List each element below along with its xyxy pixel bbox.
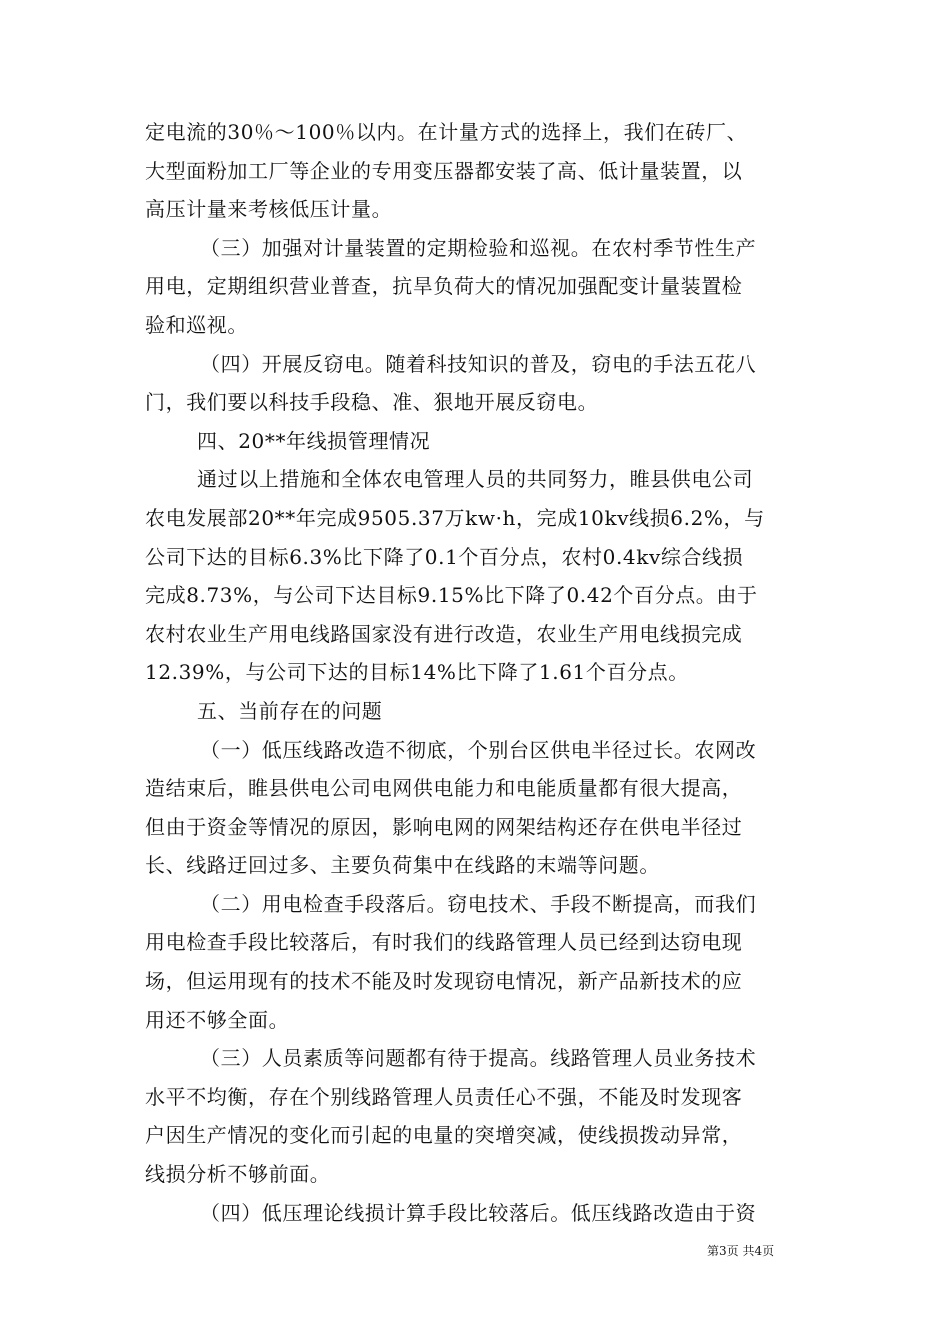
text-line: 验和巡视。: [145, 312, 248, 337]
text-line: 场，但运用现有的技术不能及时发现窃电情况，新产品新技术的应: [145, 969, 743, 994]
text-line: （四）低压理论线损计算手段比较落后。低压线路改造由于资: [200, 1200, 757, 1225]
text-line: 用电检查手段比较落后，有时我们的线路管理人员已经到达窃电现: [145, 930, 743, 955]
text-line: 用还不够全面。: [145, 1007, 290, 1032]
section-heading: 四、20**年线损管理情况: [197, 428, 431, 453]
text-line: 公司下达的目标6.3%比下降了0.1个百分点，农村0.4kv综合线损: [145, 544, 744, 569]
text-line: 门，我们要以科技手段稳、准、狠地开展反窃电。: [145, 390, 599, 415]
text-line: （三）人员素质等问题都有待于提高。线路管理人员业务技术: [200, 1046, 757, 1071]
section-heading: 五、当前存在的问题: [197, 698, 383, 723]
text-line: 用电，定期组织营业普查，抗旱负荷大的情况加强配变计量装置检: [145, 274, 743, 299]
text-line: （四）开展反窃电。随着科技知识的普及，窃电的手法五花八: [200, 351, 757, 376]
document-body: [145, 113, 810, 1232]
text-line: （三）加强对计量装置的定期检验和巡视。在农村季节性生产: [200, 235, 757, 260]
text-line: 户因生产情况的变化而引起的电量的突增突减，使线损拨动异常，: [145, 1123, 743, 1148]
text-line: 大型面粉加工厂等企业的专用变压器都安装了高、低计量装置，以: [145, 158, 743, 183]
text-line: （二）用电检查手段落后。窃电技术、手段不断提高，而我们: [200, 891, 757, 916]
text-line: 定电流的30％～100％以内。在计量方式的选择上，我们在砖厂、: [145, 120, 748, 144]
text-line: 农村农业生产用电线路国家没有进行改造，农业生产用电线损完成: [145, 621, 743, 646]
text-line: （一）低压线路改造不彻底，个别台区供电半径过长。农网改: [200, 737, 757, 762]
text-line: 高压计量来考核低压计量。: [145, 197, 393, 222]
text-line: 造结束后，睢县供电公司电网供电能力和电能质量都有很大提高，: [145, 776, 743, 801]
page-number-footer: 第3页 共4页: [707, 1244, 775, 1258]
text-line: 但由于资金等情况的原因，影响电网的网架结构还存在供电半径过: [145, 814, 743, 839]
text-line: 线损分析不够前面。: [145, 1162, 331, 1187]
text-line: 完成8.73%，与公司下达目标9.15%比下降了0.42个百分点。由于: [145, 583, 758, 608]
text-line: 12.39%，与公司下达的目标14%比下降了1.61个百分点。: [145, 660, 689, 685]
text-line: 农电发展部20**年完成9505.37万kw·h，完成10kv线损6.2%，与: [145, 505, 765, 530]
text-line: 通过以上措施和全体农电管理人员的共同努力，睢县供电公司: [197, 467, 754, 492]
text-line: 长、线路迂回过多、主要负荷集中在线路的末端等问题。: [145, 853, 660, 878]
text-line: 水平不均衡，存在个别线路管理人员责任心不强，不能及时发现客: [145, 1084, 743, 1109]
